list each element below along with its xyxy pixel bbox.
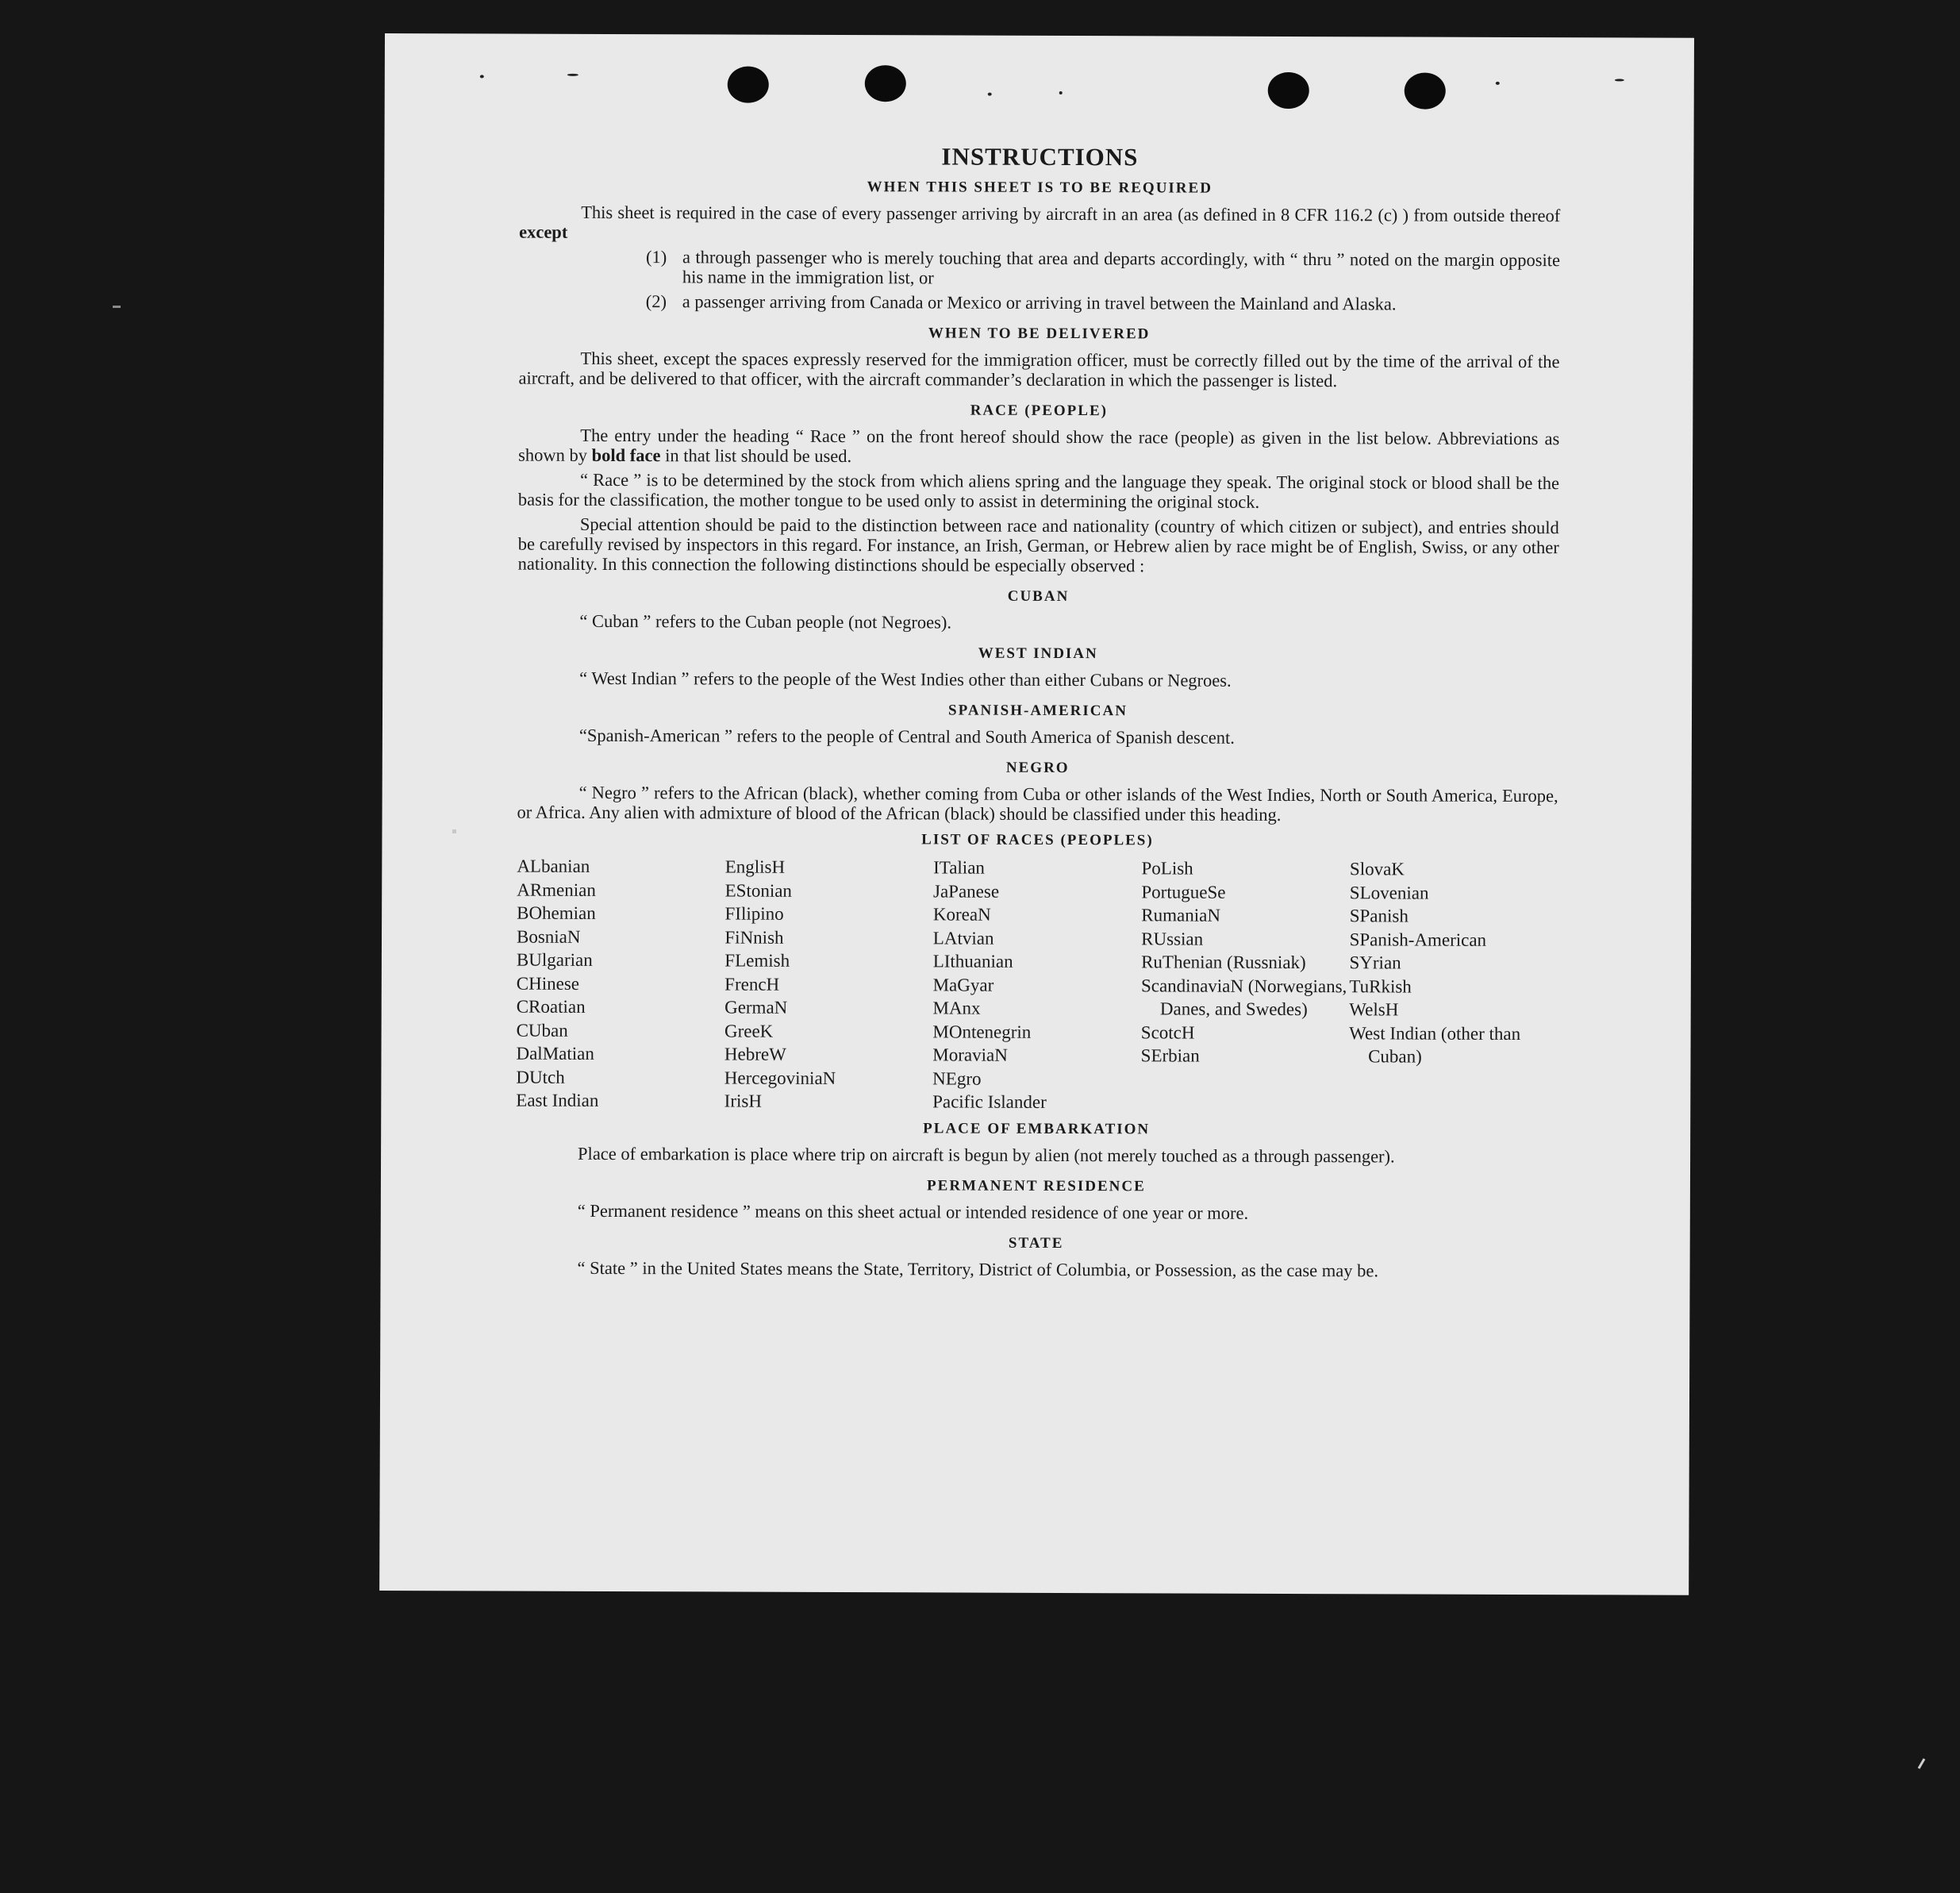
race-entry: HebreW — [724, 1044, 786, 1064]
page-title: INSTRUCTIONS — [941, 142, 1139, 171]
punch-hole — [1405, 72, 1446, 109]
races-column-1 — [516, 855, 725, 1113]
punch-hole — [728, 67, 769, 103]
race-entry: DalMatian — [516, 1043, 594, 1064]
scan-speck — [113, 306, 121, 308]
heading-cuban: CUBAN — [1007, 587, 1070, 606]
race-entry: GermaN — [724, 997, 788, 1018]
race-entry: CHinese — [516, 973, 580, 994]
embarkation-text: Place of embarkation is place where trip on aircraft is begun by alien (not merely touched as a through passenger). — [578, 1143, 1395, 1166]
heading-when-required: WHEN THIS SHEET IS TO BE REQUIRED — [867, 179, 1213, 197]
punch-hole — [865, 65, 906, 102]
heading-state: STATE — [1008, 1234, 1064, 1252]
heading-spanish-american: SPANISH-AMERICAN — [948, 702, 1128, 720]
race-entry: JaPanese — [932, 880, 1000, 902]
race-entry: SPanish — [1349, 906, 1409, 926]
scan-speck — [1496, 82, 1500, 85]
exception-item-1: (1) a through passenger who is merely touching that area and departs accordingly, with “ thru ” noted on the margin opposite his name in the immigration list, or — [645, 247, 1561, 288]
race-entry: MOntenegrin — [932, 1021, 1032, 1042]
race-entry: WelsH — [1349, 999, 1399, 1020]
race-entry: IrisH — [724, 1091, 763, 1111]
residence-text: “ Permanent residence ” means on this sheet actual or intended residence of one year or more. — [577, 1200, 1249, 1223]
scan-speck — [1918, 1758, 1926, 1769]
race-entry: PortugueSe — [1141, 881, 1226, 902]
race-entry: CUban — [516, 1020, 568, 1041]
scan-speck — [1059, 91, 1063, 94]
race-entry: NEgro — [932, 1068, 982, 1089]
race-entry: KoreaN — [932, 904, 991, 925]
race-entry: BosniaN — [516, 926, 581, 947]
races-column-4 — [1140, 856, 1350, 1114]
race-entry: EnglisH — [724, 856, 786, 877]
race-paragraph-1: The entry under the heading “ Race ” on the front hereof should show the race (people) as given in the list below. Abbreviations as shown by bold face in that list should be used. — [518, 425, 1560, 467]
punch-hole — [1268, 72, 1309, 109]
heading-embarkation: PLACE OF EMBARKATION — [923, 1119, 1151, 1137]
race-entry: BOhemian — [517, 902, 596, 923]
race-entry: CRoatian — [516, 996, 586, 1017]
race-entry: BUlgarian — [516, 949, 593, 970]
race-paragraph-2: “ Race ” is to be determined by the stock from which aliens spring and the language they speak. The original stock or blood shall be the basis for the classification, the mother tongue to be used only to assist in determining the original stock. — [517, 469, 1560, 512]
race-entry: ScandinaviaN (Norwegians, Danes, and Swedes) — [1140, 975, 1347, 1020]
spanish-american-text: “Spanish-American ” refers to the people of Central and South America of Spanish descent. — [578, 725, 1235, 748]
race-entry: MAnx — [932, 998, 981, 1018]
cuban-text: “ Cuban ” refers to the Cuban people (not Negroes). — [579, 610, 952, 633]
race-entry: RumaniaN — [1141, 905, 1221, 925]
scan-speck — [988, 93, 992, 96]
scan-speck — [452, 829, 456, 833]
state-text: “ State ” in the United States means the State, Territory, District of Columbia, or Possession, as the case may be. — [577, 1257, 1379, 1280]
race-entry: TuRkish — [1349, 975, 1412, 997]
when-required-intro: This sheet is required in the case of every passenger arriving by aircraft in an area (as defined in 8 CFR 116.2 (c) ) from outside thereof except — [519, 202, 1561, 242]
race-entry: LAtvian — [932, 927, 994, 948]
race-entry: EStonian — [724, 880, 793, 901]
races-column-2 — [724, 856, 934, 1114]
race-entry: SLovenian — [1349, 882, 1429, 903]
race-entry: LIthuanian — [932, 951, 1013, 972]
heading-residence: PERMANENT RESIDENCE — [927, 1176, 1146, 1195]
race-entry: FLemish — [724, 950, 790, 971]
instructions-content — [516, 142, 1561, 1286]
race-entry: PoLish — [1141, 858, 1193, 879]
race-entry: DUtch — [516, 1067, 565, 1087]
scan-speck — [1615, 79, 1624, 81]
race-entry: RuThenian (Russniak) — [1141, 952, 1306, 973]
races-list — [516, 855, 1558, 1116]
race-entry: ITalian — [933, 857, 985, 878]
heading-race: RACE (PEOPLE) — [970, 402, 1109, 420]
race-entry: SErbian — [1140, 1045, 1200, 1066]
exception-item-2: (2) a passenger arriving from Canada or Mexico or arriving in travel between the Mainland and Alaska. — [645, 291, 1397, 314]
races-column-3 — [932, 856, 1142, 1114]
when-delivered-text: This sheet, except the spaces expressly reserved for the immigration officer, must be correctly filled out by the time of the arrival of the aircraft, and be delivered to that officer, with the aircraft commander’s declaration in which the passenger is listed. — [518, 348, 1560, 391]
race-entry: FrencH — [724, 974, 780, 995]
race-entry: SPanish-American — [1349, 929, 1487, 950]
west-indian-text: “ West Indian ” refers to the people of the West Indies other than either Cubans or Negroes. — [579, 668, 1232, 691]
heading-list-of-races: LIST OF RACES (PEOPLES) — [921, 831, 1154, 849]
scan-speck — [567, 74, 578, 76]
race-entry: ScotcH — [1140, 1022, 1195, 1043]
race-entry: East Indian — [516, 1090, 599, 1110]
negro-text: “ Negro ” refers to the African (black), whether coming from Cuba or other islands of the West Indies, North or South America, Europe, or Africa. Any alien with admixture of blood of the African (black) should be classified under this heading. — [517, 782, 1558, 825]
heading-negro: NEGRO — [1005, 759, 1070, 777]
race-entry: FIlipino — [724, 903, 784, 924]
race-entry: Pacific Islander — [932, 1091, 1047, 1112]
race-entry: MoraviaN — [932, 1045, 1008, 1065]
document-page — [379, 33, 1694, 1595]
race-entry: FiNnish — [724, 927, 784, 948]
race-entry: ARmenian — [517, 879, 596, 900]
races-column-5 — [1349, 857, 1558, 1115]
race-entry: SYrian — [1349, 952, 1401, 973]
race-entry: RUssian — [1141, 928, 1204, 949]
race-entry: MaGyar — [932, 974, 994, 995]
race-entry: HercegoviniaN — [724, 1068, 836, 1088]
race-paragraph-3: Special attention should be paid to the distinction between race and nationality (country of which citizen or subject), and entries should be carefully revised by inspectors in this regard. For instance, an Irish, German, or Hebrew alien by race might be of English, Swiss, or any other nationality. In this connection the following distinctions should be especially observed : — [517, 514, 1559, 576]
race-entry: West Indian (other than Cuban) — [1349, 1022, 1521, 1067]
scan-speck — [480, 75, 484, 78]
heading-when-delivered: WHEN TO BE DELIVERED — [928, 325, 1151, 343]
heading-west-indian: WEST INDIAN — [978, 644, 1098, 663]
race-entry: GreeK — [724, 1021, 774, 1041]
race-entry: ALbanian — [517, 856, 590, 876]
race-entry: SlovaK — [1349, 859, 1405, 879]
